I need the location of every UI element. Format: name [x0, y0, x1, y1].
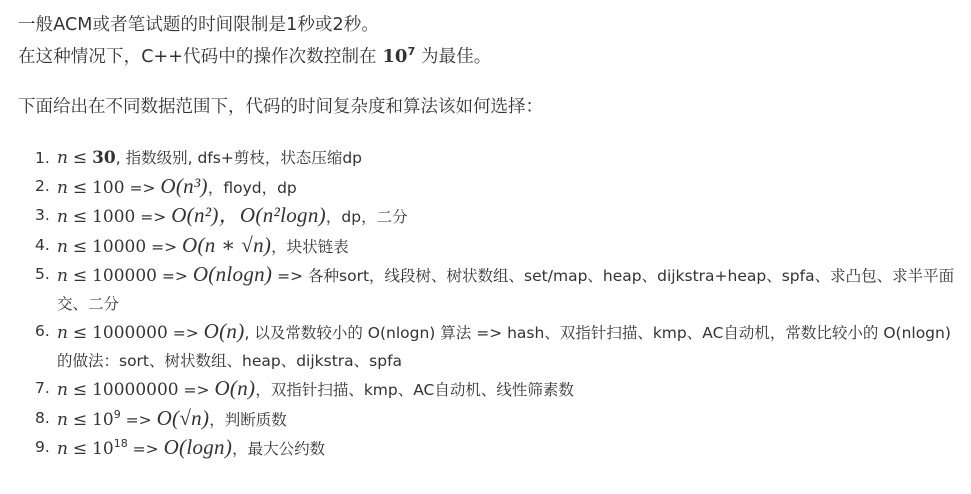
list-item-text: ，最大公约数 — [232, 440, 326, 458]
list-item-number: 9. — [35, 438, 50, 456]
list-item-var: n — [57, 148, 68, 168]
section-paragraph: 下面给出在不同数据范围下，代码的时间复杂度和算法该如何选择： — [18, 97, 543, 117]
list-item-bound: 100 — [92, 177, 125, 198]
list-item — [35, 318, 965, 375]
list-item-bound: 10000 — [92, 236, 147, 257]
list-item-number: 7. — [35, 379, 50, 397]
list-item-bound: 10 — [92, 439, 114, 459]
list-item-text: ，dp，二分 — [325, 208, 408, 226]
list-item-number: 6. — [35, 322, 50, 340]
list-item — [35, 261, 965, 318]
list-item-arrow: => — [127, 440, 164, 458]
list-item-text: ，块状链表 — [271, 237, 349, 256]
list-item-var: n — [57, 207, 68, 227]
list-item-number: 8. — [35, 408, 50, 427]
list-item-arrow: => — [167, 324, 204, 342]
list-item-text: 指数级别, dfs+剪枝，状态压缩dp — [120, 149, 363, 167]
list-item-op: ≤ — [72, 439, 88, 459]
list-item-complexity: O(n³) — [160, 173, 208, 198]
list-item-complexity: O(n ∗ √n) — [182, 232, 272, 257]
list-item-arrow: => — [146, 237, 183, 256]
list-item-op: ≤ — [72, 323, 88, 343]
list-item — [35, 434, 965, 464]
list-item-text: , 以及常数较小的 O(nlogn) 算法 => hash、双指针扫描、kmp、AC自动机，常数比较小的 O(nlogn) 的做法：sort、树状数组、heap、dijkstra、spfa — [57, 324, 951, 370]
list-item-bound: 10 — [92, 409, 114, 430]
list-item-op: ≤ — [72, 148, 88, 168]
list-item-bound: 1000000 — [92, 323, 168, 343]
intro-line-2-after: 为最佳。 — [415, 47, 492, 67]
intro-block — [18, 9, 491, 73]
list-item-var: n — [57, 266, 68, 286]
list-item-bound: 30 — [92, 148, 116, 168]
list-item-op: ≤ — [72, 380, 88, 400]
list-item-op: ≤ — [72, 236, 88, 257]
list-item-var: n — [57, 439, 68, 459]
list-item-text: ，双指针扫描、kmp、AC自动机、线性筛素数 — [255, 381, 574, 399]
list-item-arrow: => — [124, 178, 161, 197]
list-item — [35, 375, 965, 405]
list-item-arrow: => — [120, 410, 157, 429]
list-item — [35, 232, 965, 262]
list-item-op: ≤ — [72, 409, 88, 430]
list-item-bound-exp: 9 — [113, 407, 121, 421]
list-item — [35, 173, 965, 203]
intro-line-2 — [18, 41, 491, 73]
list-item-arrow: => — [156, 267, 193, 285]
intro-math-base: 10 — [382, 46, 408, 67]
complexity-list — [35, 145, 965, 464]
list-item — [35, 202, 965, 232]
list-item-var: n — [57, 380, 68, 400]
list-item-number: 1. — [35, 149, 50, 167]
intro-math-exp: 7 — [407, 45, 416, 58]
list-item-arrow: => — [135, 208, 172, 226]
list-item-bound: 100000 — [92, 266, 157, 286]
intro-line-1: 一般ACM或者笔试题的时间限制是1秒或2秒。 — [18, 15, 379, 35]
list-item-number: 4. — [35, 235, 50, 254]
list-item-arrow: => — [178, 381, 215, 399]
list-item-complexity: O(n²)，O(n²logn) — [171, 203, 326, 227]
list-item-bound: 10000000 — [92, 380, 179, 400]
list-item-complexity: O(nlogn) — [192, 262, 273, 286]
list-item-complexity: O(n) — [214, 376, 256, 400]
list-item-var: n — [57, 323, 68, 343]
list-item-number: 2. — [35, 176, 50, 195]
list-item-op: ≤ — [72, 207, 88, 227]
list-item-number: 5. — [35, 265, 50, 283]
list-item-var: n — [57, 236, 68, 257]
list-item-text: => 各种sort，线段树、树状数组、set/map、heap、dijkstra+heap、spfa、求凸包、求半平面交、二分 — [57, 267, 955, 313]
list-item-number: 3. — [35, 206, 50, 224]
list-item-text: ，floyd，dp — [207, 178, 297, 197]
list-item-complexity: O(n) — [203, 319, 245, 343]
list-item — [35, 405, 965, 435]
list-item — [35, 145, 965, 173]
list-item-bound: 1000 — [92, 207, 136, 227]
list-item-op: ≤ — [72, 177, 88, 198]
list-item-var: n — [57, 409, 68, 430]
list-item-complexity: O(√n) — [156, 405, 210, 430]
list-item-complexity: O(logn) — [163, 435, 233, 459]
list-item-op: ≤ — [72, 266, 88, 286]
list-item-text: ，判断质数 — [209, 410, 287, 429]
intro-line-2-before: 在这种情况下，C++代码中的操作次数控制在 — [18, 47, 383, 67]
list-item-var: n — [57, 177, 68, 198]
list-item-bound-exp: 18 — [113, 437, 128, 450]
list-item-arrow: , — [115, 149, 121, 167]
